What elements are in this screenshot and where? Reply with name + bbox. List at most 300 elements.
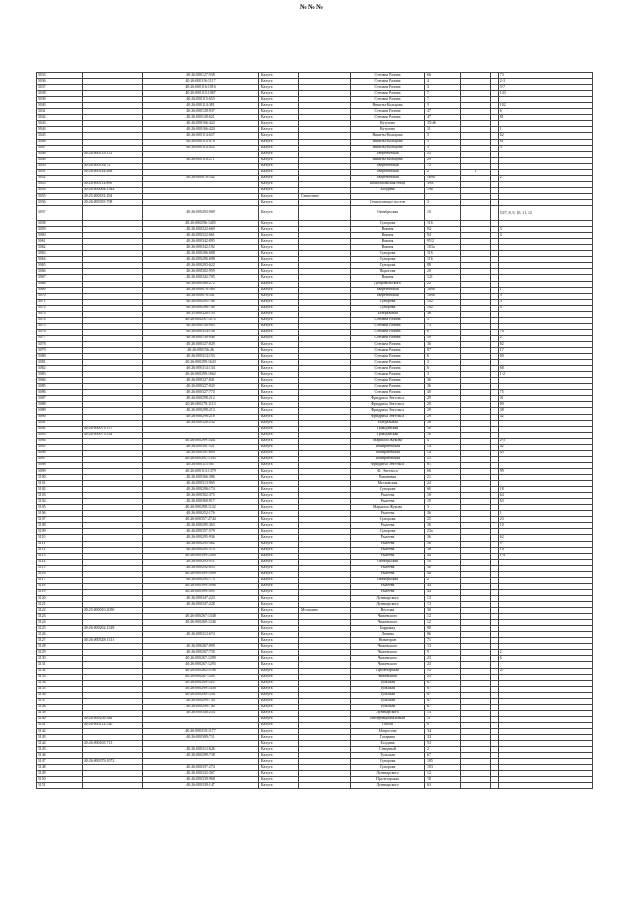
cadastral-number-land: 40:26:000355:708	[83, 199, 143, 205]
cadastral-number-premises: 40:26:000295:374	[143, 547, 259, 553]
house-cell: 22	[425, 281, 461, 287]
house-cell: 59	[425, 335, 461, 341]
settlement-cell: Калуга	[259, 311, 299, 317]
house-cell: 16	[425, 493, 461, 499]
settlement-cell: Калуга	[259, 505, 299, 511]
row-number: 3048	[37, 151, 83, 157]
house-cell: 102	[425, 305, 461, 311]
street-cell: Московская	[351, 481, 425, 487]
house-cell: 44	[425, 583, 461, 589]
house-cell: 5	[425, 317, 461, 323]
settlement-cell: Калуга	[259, 305, 299, 311]
row-number: 3043	[37, 121, 83, 127]
cadastral-number-premises: 40:26:000267:1287	[143, 674, 259, 680]
settlement-cell: Калуга	[259, 414, 299, 420]
settlement-cell: Калуга	[259, 199, 299, 205]
apartment-cell: 18	[499, 487, 593, 493]
settlement-cell: Калуга	[259, 614, 299, 620]
settlement-cell: Калуга	[259, 341, 299, 347]
cadastral-number-premises: 40:26:000312:626	[143, 747, 259, 753]
house-cell: 116	[425, 251, 461, 257]
street-cell: Суворова	[351, 765, 425, 771]
street-cell: Новаторов	[351, 638, 425, 644]
row-number: 3040	[37, 103, 83, 109]
house-cell: 21	[425, 475, 461, 481]
settlement-cell: Калуга	[259, 275, 299, 281]
cadastral-number-premises: 40:26:000357:274	[143, 765, 259, 771]
house-cell: 14	[425, 450, 461, 456]
apartment-cell: 17	[499, 348, 593, 354]
settlement-cell: Калуга	[259, 139, 299, 145]
house-cell: 103	[425, 765, 461, 771]
row-number: 3067	[37, 275, 83, 281]
street-cell: Суворова	[351, 305, 425, 311]
house-cell: 2	[425, 169, 461, 175]
house-cell: 3	[425, 133, 461, 139]
cadastral-number-land: 40:26:000144:468	[83, 169, 143, 175]
settlement-cell: Калуга	[259, 444, 299, 450]
settlement-cell: Калуга	[259, 662, 299, 668]
spacer-cell	[491, 206, 499, 221]
row-number: 3062	[37, 245, 83, 251]
apartment-cell: 82	[499, 341, 593, 347]
apartment-cell: 3	[499, 145, 593, 151]
row-number: 3137	[37, 698, 83, 704]
house-cell: 36	[425, 384, 461, 390]
row-number: 3129	[37, 650, 83, 656]
cadastral-number-premises: 40:26:000115:587	[143, 462, 259, 468]
house-cell: 61	[425, 462, 461, 468]
cadastral-number-premises: 40:26:000312:674	[143, 632, 259, 638]
street-cell: Фридриха Энгельса	[351, 462, 425, 468]
settlement-cell: Калуга	[259, 541, 299, 547]
settlement-cell: Калуга	[259, 299, 299, 305]
row-number: 3118	[37, 583, 83, 589]
cadastral-number-premises: 40:26:000166:424	[143, 127, 259, 133]
settlement-cell: Калуга	[259, 656, 299, 662]
street-cell: Рылеева	[351, 493, 425, 499]
house-cell: 3	[425, 145, 461, 151]
street-cell: Болдина	[351, 741, 425, 747]
house-cell: 44	[425, 589, 461, 595]
cadastral-number-land: 40:26:000165:713	[83, 741, 143, 747]
row-number: 3151	[37, 783, 83, 789]
house-cell: 67	[425, 698, 461, 704]
settlement-cell: Калуга	[259, 475, 299, 481]
settlement-cell: Калуга	[259, 517, 299, 523]
house-cell: 169а	[425, 175, 461, 181]
cadastral-number-premises: 40:26:000296:698	[143, 257, 259, 263]
cadastral-number-premises: 40:26:000299:1643	[143, 360, 259, 366]
house-cell: 21	[425, 456, 461, 462]
row-number: 3119	[37, 589, 83, 595]
street-cell: Никиты-Кольцова	[351, 157, 425, 163]
street-cell: Суворова	[351, 529, 425, 535]
street-cell: Рылеева	[351, 589, 425, 595]
locality-cell	[299, 206, 351, 221]
row-number: 3146	[37, 753, 83, 759]
street-cell: Чижевского	[351, 674, 425, 680]
settlement-cell: Калуга	[259, 529, 299, 535]
row-number: 3109	[37, 529, 83, 535]
settlement-cell: Калуга	[259, 73, 299, 79]
house-cell: 23	[425, 662, 461, 668]
street-cell: Фридриха Энгельса	[351, 414, 425, 420]
street-cell: Степана Разина	[351, 390, 425, 396]
cadastral-number-premises: 40:26:000298:218	[143, 414, 259, 420]
house-cell: 29	[425, 396, 461, 402]
cadastral-number-land: 40:25:000010:2050	[83, 608, 143, 614]
apartment-cell: 6	[499, 656, 593, 662]
house-cell: 18	[425, 777, 461, 783]
settlement-cell: Калуга	[259, 187, 299, 193]
apartment-cell: 1-4	[499, 553, 593, 559]
cadastral-number-premises: 40:26:000342:895	[143, 239, 259, 245]
row-number: 3090	[37, 414, 83, 420]
street-cell: Тульская	[351, 680, 425, 686]
house-cell: 36	[425, 547, 461, 553]
settlement-cell: Калуга	[259, 511, 299, 517]
row-number: 3050	[37, 163, 83, 169]
settlement-cell: Калуга	[259, 348, 299, 354]
house-cell: 67	[425, 680, 461, 686]
street-cell: Никиты-Кольцова	[351, 139, 425, 145]
settlement-cell: Калуга	[259, 704, 299, 710]
cadastral-number-premises: 40:26:000342:192	[143, 245, 259, 251]
settlement-cell: Калуга	[259, 716, 299, 722]
settlement-cell: Калуга	[259, 674, 299, 680]
settlement-cell: Калуга	[259, 245, 299, 251]
cadastral-number-premises: 40:26:000252:176	[143, 511, 259, 517]
cadastral-number-premises: 40:26:000296:174	[143, 487, 259, 493]
cadastral-number-premises: 40:26:000267:899	[143, 644, 259, 650]
cadastral-number-premises: 40:26:000327:774	[143, 390, 259, 396]
settlement-cell: Калуга	[259, 777, 299, 783]
cadastral-number-premises: 40:26:000114:381	[143, 103, 259, 109]
apartment-cell: 42	[499, 414, 593, 420]
house-cell: 23	[425, 656, 461, 662]
cadastral-number-premises: 40:26:000295:362	[143, 541, 259, 547]
row-number: 3070	[37, 293, 83, 299]
house-cell: 6	[425, 329, 461, 335]
locality-cell: Мстихино	[299, 608, 351, 614]
settlement-cell: Калуга	[259, 583, 299, 589]
street-cell: Степана Разина	[351, 372, 425, 378]
settlement-cell: Калуга	[259, 481, 299, 487]
house-cell: 36	[425, 311, 461, 317]
apartment-cell: 76	[499, 329, 593, 335]
settlement-cell: Калуга	[259, 565, 299, 571]
apartment-cell: 14	[499, 547, 593, 553]
cadastral-number-premises: 40:26:000293:909	[143, 206, 259, 221]
row-number: 3060	[37, 233, 83, 239]
house-cell: 94	[425, 227, 461, 233]
cadastral-number-premises: 40:26:000293:773	[143, 577, 259, 583]
cadastral-number-premises: 40:26:000127:938	[143, 73, 259, 79]
cadastral-number-premises: 40:26:000293:622	[143, 263, 259, 269]
settlement-cell: Калуга	[259, 595, 299, 601]
register-body	[37, 73, 593, 789]
street-cell: Рылеева	[351, 553, 425, 559]
row-number: 3123	[37, 614, 83, 620]
row-number: 3133	[37, 674, 83, 680]
row-number: 3091	[37, 420, 83, 426]
cadastral-number-premises: 40:26:000115:653	[143, 97, 259, 103]
cadastral-number-premises: 40:26:000339:147	[143, 783, 259, 789]
house-cell: 23а	[425, 529, 461, 535]
row-number: 3141	[37, 722, 83, 728]
cadastral-number-premises: 40:26:000296:1405	[143, 221, 259, 227]
cadastral-number-land: 40:26:000134:72	[83, 163, 143, 169]
house-cell: 66	[425, 73, 461, 79]
settlement-cell: Калуга	[259, 366, 299, 372]
house-cell: 94	[425, 233, 461, 239]
street-cell: Рылеева	[351, 523, 425, 529]
row-number: 3135	[37, 686, 83, 692]
street-cell: Тульская	[351, 698, 425, 704]
street-cell: Вишня	[351, 275, 425, 281]
row-number: 3089	[37, 408, 83, 414]
row-number: 3110	[37, 535, 83, 541]
row-number: 3128	[37, 644, 83, 650]
house-cell: 36	[425, 511, 461, 517]
row-number: 3102	[37, 487, 83, 493]
settlement-cell: Калуга	[259, 668, 299, 674]
cadastral-number-premises: 40:26:000156:46	[143, 348, 259, 354]
street-cell: Вишня	[351, 245, 425, 251]
street-cell: Степана Разина	[351, 97, 425, 103]
settlement-cell: Калуга	[259, 402, 299, 408]
house-cell: 3	[425, 139, 461, 145]
cadastral-number-premises: 40:26:000114:476	[143, 139, 259, 145]
street-cell: Степана Разина	[351, 384, 425, 390]
street-cell: Тульская	[351, 753, 425, 759]
row-number: 3116	[37, 571, 83, 577]
row-number: 3132	[37, 668, 83, 674]
street-cell: Театральная	[351, 420, 425, 426]
street-cell: Театральная	[351, 311, 425, 317]
house-cell: 116	[425, 257, 461, 263]
row-number: 3130	[37, 656, 83, 662]
street-cell: Рылеева	[351, 499, 425, 505]
house-cell: 29	[425, 157, 461, 163]
settlement-cell: Калуга	[259, 632, 299, 638]
cadastral-number-premises: 40:26:000391:521	[143, 444, 259, 450]
page-top-mark: №№№	[300, 3, 325, 11]
row-number: 3036	[37, 79, 83, 85]
settlement-cell: Калуга	[259, 450, 299, 456]
apartment-cell: 1	[499, 127, 593, 133]
house-cell: 5	[425, 103, 461, 109]
street-cell: Степана Разина	[351, 317, 425, 323]
apartment-cell: 63	[499, 499, 593, 505]
row-number: 3054	[37, 187, 83, 193]
settlement-cell: Калуга	[259, 680, 299, 686]
row-number: 3115	[37, 565, 83, 571]
cadastral-number-premises: 40:26:000318:1177	[143, 728, 259, 734]
house-cell: 4	[425, 79, 461, 85]
settlement-cell: Калуга	[259, 103, 299, 109]
settlement-cell: Калуга	[259, 728, 299, 734]
cadastral-number-premises: 40:26:000262:1196	[143, 668, 259, 674]
street-cell: Маршала Жукова	[351, 505, 425, 511]
row-number: 3120	[37, 595, 83, 601]
settlement-cell: Калуга	[259, 163, 299, 169]
settlement-cell: Калуга	[259, 577, 299, 583]
house-cell: 24	[425, 481, 461, 487]
street-cell: Пирогова	[351, 269, 425, 275]
cadastral-number-premises: 40:26:000130:903	[143, 323, 259, 329]
house-cell: 6	[425, 354, 461, 360]
settlement-cell: Калуга	[259, 360, 299, 366]
settlement-cell: Калуга	[259, 753, 299, 759]
settlement-cell: Калуга	[259, 735, 299, 741]
house-cell: 7	[425, 91, 461, 97]
house-cell: 4	[425, 438, 461, 444]
house-cell: 36	[425, 523, 461, 529]
settlement-cell: Калуга	[259, 169, 299, 175]
settlement-cell: Калуга	[259, 493, 299, 499]
row-number: 3081	[37, 360, 83, 366]
row-number: 3127	[37, 638, 83, 644]
apartment-cell: 43	[499, 450, 593, 456]
house-cell: 10	[425, 559, 461, 565]
street-cell: Болдина	[351, 187, 425, 193]
house-cell: 35/46	[425, 121, 461, 127]
settlement-cell: Калуга	[259, 257, 299, 263]
row-number: 3072	[37, 305, 83, 311]
street-cell: Степана Разина	[351, 360, 425, 366]
house-cell: 67	[425, 704, 461, 710]
spacer-cell	[491, 783, 499, 789]
settlement-cell: Калуга	[259, 456, 299, 462]
row-number: 3037	[37, 85, 83, 91]
row-number: 3041	[37, 109, 83, 115]
cadastral-number-premises: 40:26:000327:843	[143, 384, 259, 390]
settlement-cell: Калуга	[259, 281, 299, 287]
cadastral-number-premises: 40:26:000296:688	[143, 251, 259, 257]
settlement-cell: Калуга	[259, 323, 299, 329]
row-number: 3079	[37, 348, 83, 354]
street-cell: Тверетинская	[351, 169, 425, 175]
cadastral-number-premises: 40:26:000391:609	[143, 450, 259, 456]
settlement-cell: Калуга	[259, 372, 299, 378]
house-cell: 3	[425, 372, 461, 378]
cadastral-number-premises: 40:26:000128:621	[143, 115, 259, 121]
row-number: 3104	[37, 499, 83, 505]
house-cell: 47	[425, 115, 461, 121]
row-number: 3121	[37, 601, 83, 607]
cadastral-number-premises: 40:26:000300:272	[143, 281, 259, 287]
settlement-cell: Калуга	[259, 771, 299, 777]
settlement-cell: Калуга	[259, 638, 299, 644]
locality-cell	[299, 783, 351, 789]
row-number: 3077	[37, 335, 83, 341]
settlement-cell: Калуга	[259, 620, 299, 626]
settlement-cell: Калуга	[259, 559, 299, 565]
settlement-cell: Калуга	[259, 571, 299, 577]
cadastral-number-premises: 40:26:000116:271	[143, 157, 259, 163]
street-cell: Степана Разина	[351, 329, 425, 335]
apartment-cell: 27	[499, 668, 593, 674]
cadastral-number-premises: 40:26:000348:254	[143, 710, 259, 716]
settlement-cell: Калуга	[259, 251, 299, 257]
row-number: 3038	[37, 91, 83, 97]
cadastral-number-premises: 40:26:000399:1099	[143, 571, 259, 577]
row-number: 3131	[37, 662, 83, 668]
cadastral-number-land: 40:26:000262:1328	[83, 626, 143, 632]
apartment-cell: 3	[499, 293, 593, 299]
house-cell: 3	[425, 199, 461, 205]
row-number: 3101	[37, 481, 83, 487]
row-number: 3117	[37, 577, 83, 583]
house-cell: 63	[425, 783, 461, 789]
cadastral-number-premises: 40:26:000313:965	[143, 481, 259, 487]
row-number: 3150	[37, 777, 83, 783]
house-cell: 67	[425, 692, 461, 698]
street-cell: Степана Разина	[351, 378, 425, 384]
cadastral-number-land: 40:26:000122:520	[83, 722, 143, 728]
street-cell: Суворова	[351, 257, 425, 263]
house-cell: 36	[425, 378, 461, 384]
cadastral-number-premises: 40:26:000320:232	[143, 420, 259, 426]
street-cell: Степана Разина	[351, 109, 425, 115]
apartment-cell: 53/7, 8, 9, 10, 11, 12	[499, 206, 593, 221]
settlement-cell: Калуга	[259, 698, 299, 704]
house-cell: 33	[425, 735, 461, 741]
row-number: 3148	[37, 765, 83, 771]
row-number: 3057	[37, 206, 83, 221]
cadastral-number-premises: 40:26:000357:579	[143, 529, 259, 535]
row-number: 3033	[37, 73, 83, 79]
apartment-cell: 102	[499, 103, 593, 109]
row-number: 3047	[37, 145, 83, 151]
row-number: 3113	[37, 553, 83, 559]
settlement-cell: Калуга	[259, 145, 299, 151]
row-number: 3056	[37, 199, 83, 205]
settlement-cell: Калуга	[259, 233, 299, 239]
apartment-cell: 42	[499, 444, 593, 450]
street-cell: Луначарского	[351, 601, 425, 607]
street-cell: Кутузова	[351, 127, 425, 133]
row-number: 3096	[37, 450, 83, 456]
row-number: 3078	[37, 341, 83, 347]
apartment-cell: 143	[499, 91, 593, 97]
cadastral-number-premises: 40:26:000302:375	[143, 493, 259, 499]
apartment-cell: 75	[499, 390, 593, 396]
row-number: 3061	[37, 239, 83, 245]
cadastral-number-land: 40:26:000073:334	[83, 432, 143, 438]
row-number: 3069	[37, 287, 83, 293]
settlement-cell: Калуга	[259, 499, 299, 505]
row-number: 3100	[37, 475, 83, 481]
cadastral-number-premises: 40:26:000114:452	[143, 145, 259, 151]
street-cell: Тульская	[351, 686, 425, 692]
street-cell: Чижевского	[351, 620, 425, 626]
street-cell: Степана Разина	[351, 354, 425, 360]
row-number: 3112	[37, 547, 83, 553]
row-number: 3045	[37, 133, 83, 139]
apartment-cell	[499, 783, 593, 789]
house-cell: 34	[425, 728, 461, 734]
apartment-cell: 10	[499, 523, 593, 529]
house-cell: 102	[425, 299, 461, 305]
cadastral-number-premises: 40:26:000339:968	[143, 777, 259, 783]
cadastral-number-land: 40:26:000133:112	[83, 151, 143, 157]
house-cell: 23	[425, 674, 461, 680]
cadastral-number-premises: 40:26:000299:738	[143, 753, 259, 759]
row-number: 3084	[37, 378, 83, 384]
